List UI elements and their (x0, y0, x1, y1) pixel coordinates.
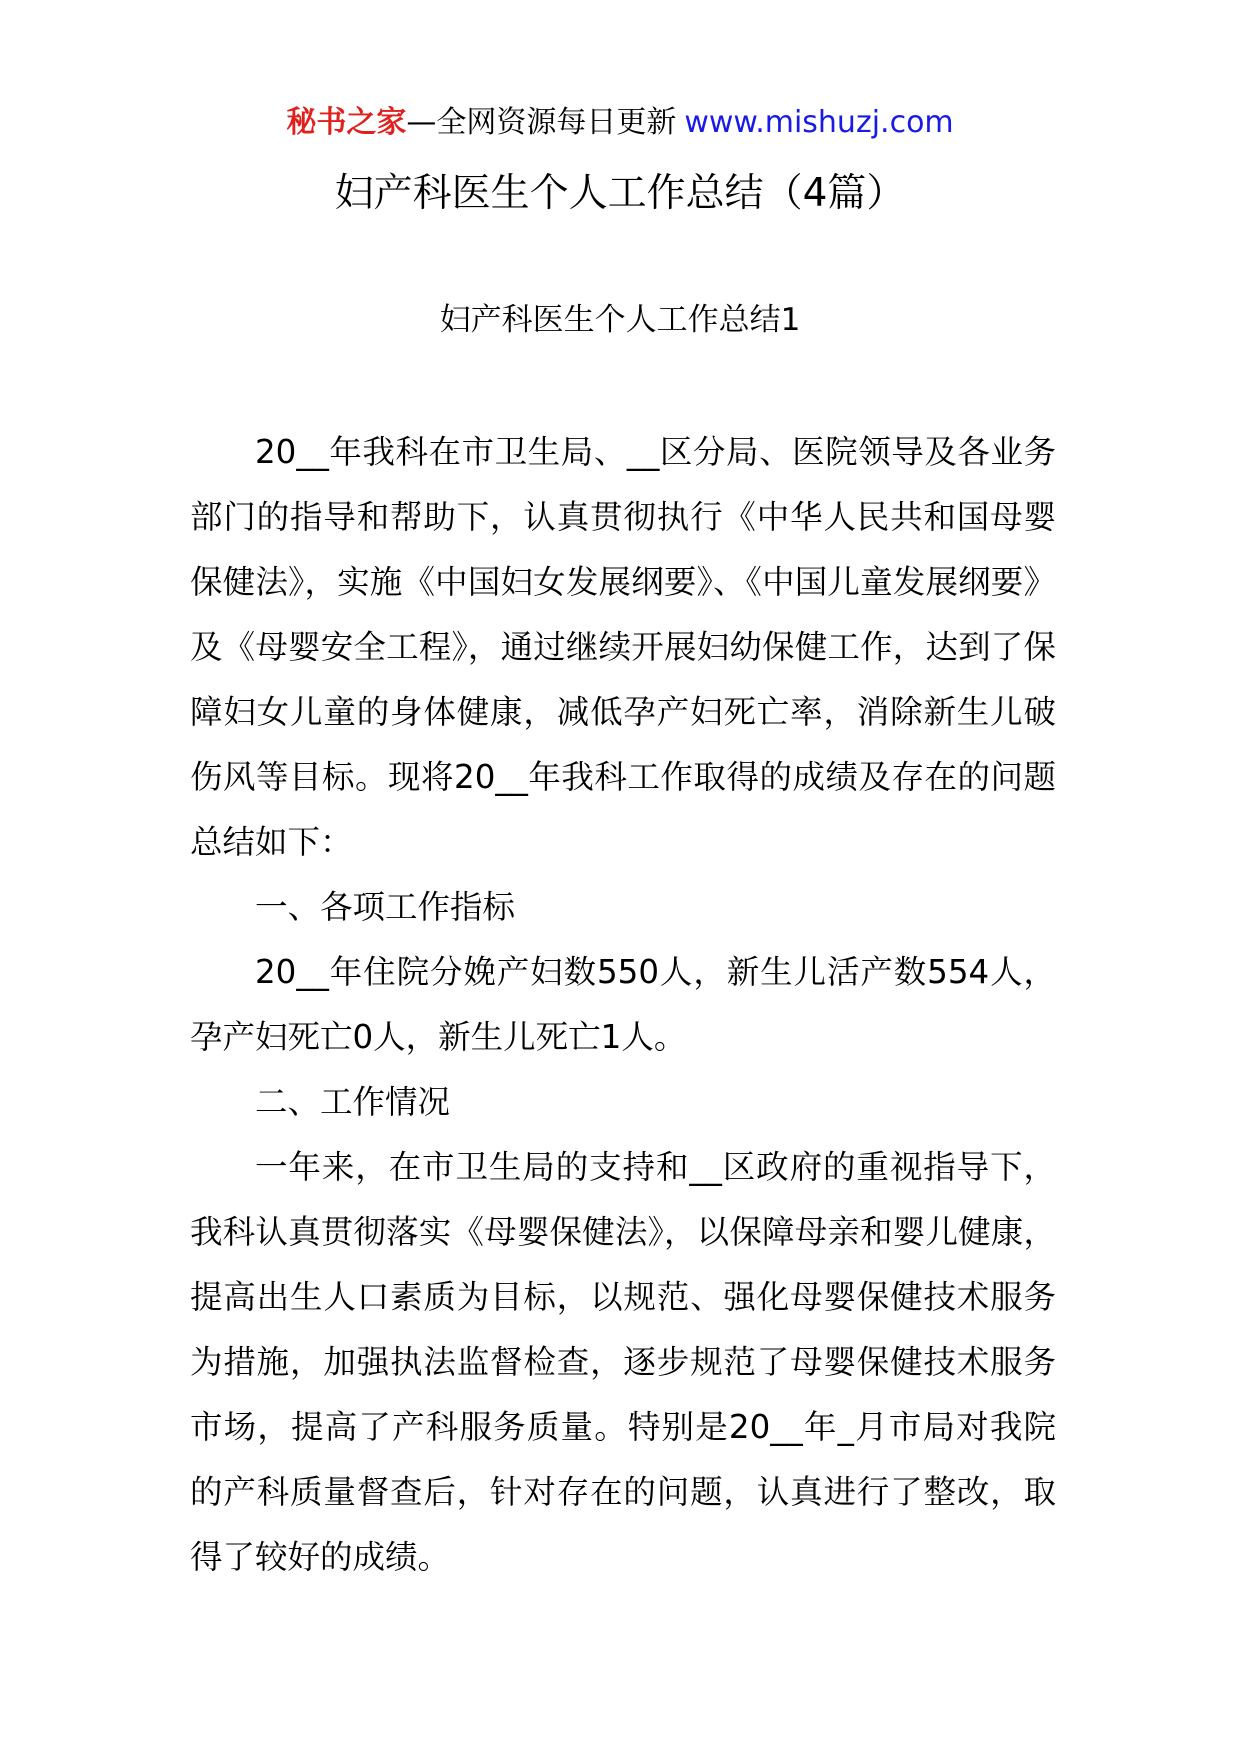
document-body (190, 420, 1056, 1590)
intro-paragraph: 20__年我科在市卫生局、__区分局、医院领导及各业务部门的指导和帮助下，认真贯彻执行《中华人民共和国母婴保健法》，实施《中国妇女发展纲要》、《中国儿童发展纲要》及《母婴安全工程》，通过继续开展妇幼保健工作，达到了保障妇女儿童的身体健康，减低孕产妇死亡率，消除新生儿破伤风等目标。现将20__年我科工作取得的成绩及存在的问题总结如下： (190, 433, 1056, 861)
site-header (0, 101, 1240, 145)
header-dash: — (406, 105, 437, 140)
heading-work-situation: 二、工作情况 (255, 1083, 451, 1121)
site-url-link[interactable]: www.mishuzj.com (684, 105, 954, 140)
situation-paragraph: 一年来，在市卫生局的支持和__区政府的重视指导下，我科认真贯彻落实《母婴保健法》，以保障母亲和婴儿健康，提高出生人口素质为目标，以规范、强化母婴保健技术服务为措施，加强执法监督检查，逐步规范了母婴保健技术服务市场，提高了产科服务质量。特别是20__年_月市局对我院的产科质量督查后，针对存在的问题，认真进行了整改，取得了较好的成绩。 (190, 1148, 1056, 1576)
section-title: 妇产科医生个人工作总结1 (439, 302, 801, 338)
header-tagline: 全网资源每日更新 (436, 105, 677, 140)
heading-work-indicators: 一、各项工作指标 (255, 888, 516, 926)
indicators-paragraph: 20__年住院分娩产妇数550人，新生儿活产数554人，孕产妇死亡0人，新生儿死亡1人。 (190, 953, 1056, 1056)
brand-name: 秘书之家 (286, 105, 407, 140)
document-title: 妇产科医生个人工作总结（4篇） (334, 171, 906, 216)
